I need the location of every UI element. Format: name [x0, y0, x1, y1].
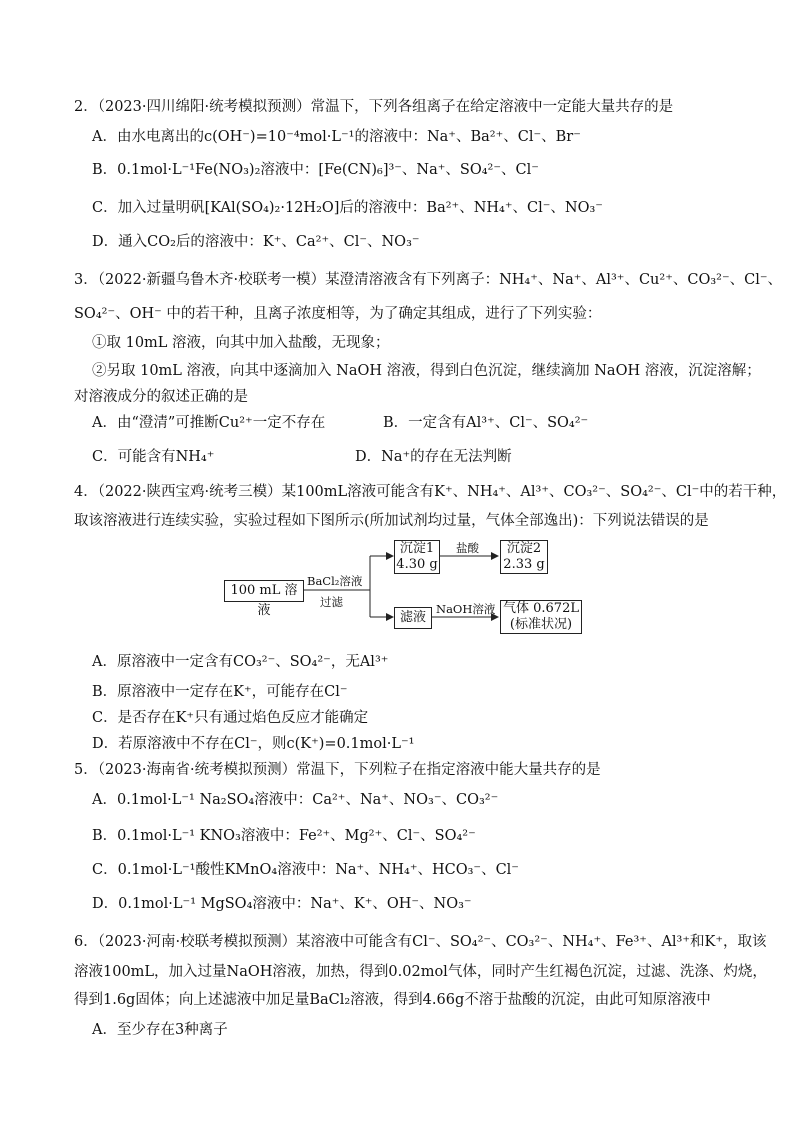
- q4-option-b: B．原溶液中一定存在K⁺，可能存在Cl⁻: [92, 684, 348, 700]
- q2-option-c: C．加入过量明矾[KAl(SO₄)₂·12H₂O]后的溶液中：Ba²⁺、NH₄⁺、Cl⁻、NO₃⁻: [92, 200, 603, 216]
- flow-gas-box: [500, 600, 582, 634]
- flow-reagent-naoh: NaOH溶液: [436, 602, 496, 616]
- flow-filtrate-box: 滤液: [394, 607, 432, 629]
- gas-volume: 气体 0.672L: [503, 601, 579, 616]
- q6-stem-line1: 6．（2023·河南·校联考模拟预测）某溶液中可能含有Cl⁻、SO₄²⁻、CO₃²⁻、NH₄⁺、Fe³⁺、Al³⁺和K⁺，取该: [74, 934, 767, 950]
- gas-condition: (标准状况): [509, 617, 573, 632]
- q3-stem-line3: 对溶液成分的叙述正确的是: [74, 389, 248, 405]
- q6-option-a: A．至少存在3种离子: [92, 1022, 228, 1038]
- q3-step2: ②另取 10mL 溶液，向其中逐滴加入 NaOH 溶液，得到白色沉淀，继续滴加 NaOH 溶液，沉淀溶解；: [92, 363, 761, 379]
- ppt2-name: 沉淀2: [506, 541, 542, 556]
- q5-option-d: D．0.1mol·L⁻¹ MgSO₄溶液中：Na⁺、K⁺、OH⁻、NO₃⁻: [92, 896, 472, 912]
- q5-option-b: B．0.1mol·L⁻¹ KNO₃溶液中：Fe²⁺、Mg²⁺、Cl⁻、SO₄²⁻: [92, 828, 476, 844]
- q6-stem-line2: 溶液100mL，加入过量NaOH溶液，加热，得到0.02mol气体，同时产生红褐色沉淀，过滤、洗涤、灼烧，: [74, 964, 767, 980]
- q3-stem-line1: 3．（2022·新疆乌鲁木齐·校联考一模）某澄清溶液含有下列离子：NH₄⁺、Na⁺、Al³⁺、Cu²⁺、CO₃²⁻、Cl⁻、: [74, 272, 782, 288]
- flow-reagent-hcl: 盐酸: [456, 541, 479, 555]
- q4-option-a: A．原溶液中一定含有CO₃²⁻、SO₄²⁻，无Al³⁺: [92, 654, 389, 670]
- ppt1-name: 沉淀1: [399, 541, 435, 556]
- q5-stem: 5．（2023·海南省·统考模拟预测）常温下，下列粒子在指定溶液中能大量共存的是: [74, 762, 601, 778]
- flow-reagent-bacl2: BaCl₂溶液: [307, 574, 363, 588]
- q5-option-a: A．0.1mol·L⁻¹ Na₂SO₄溶液中：Ca²⁺、Na⁺、NO₃⁻、CO₃²⁻: [92, 792, 499, 808]
- q4-stem-line1: 4．（2022·陕西宝鸡·统考三模）某100mL溶液可能含有K⁺、NH₄⁺、Al³⁺、CO₃²⁻、SO₄²⁻、Cl⁻中的若干种，: [74, 484, 787, 500]
- q5-option-c: C．0.1mol·L⁻¹酸性KMnO₄溶液中：Na⁺、NH₄⁺、HCO₃⁻、Cl⁻: [92, 862, 519, 878]
- flow-precipitate1-box: [394, 540, 440, 574]
- q3-option-d: D．Na⁺的存在无法判断: [355, 449, 512, 465]
- q3-option-c: C．可能含有NH₄⁺: [92, 449, 215, 465]
- ppt1-mass: 4.30 g: [396, 557, 438, 572]
- q3-option-a: A．由“澄清”可推断Cu²⁺一定不存在: [92, 415, 326, 431]
- q4-option-d: D．若原溶液中不存在Cl⁻，则c(K⁺)=0.1mol·L⁻¹: [92, 736, 415, 752]
- q3-option-b: B．一定含有Al³⁺、Cl⁻、SO₄²⁻: [383, 415, 589, 431]
- q2-option-b: B．0.1mol·L⁻¹Fe(NO₃)₂溶液中：[Fe(CN)₆]³⁻、Na⁺、SO₄²⁻、Cl⁻: [92, 162, 539, 178]
- q2-option-d: D．通入CO₂后的溶液中：K⁺、Ca²⁺、Cl⁻、NO₃⁻: [92, 234, 420, 250]
- q2-option-a: A．由水电离出的c(OH⁻)=10⁻⁴mol·L⁻¹的溶液中：Na⁺、Ba²⁺、Cl⁻、Br⁻: [92, 129, 581, 145]
- flow-precipitate2-box: [500, 540, 548, 574]
- flow-start-box: 100 mL 溶液: [224, 580, 304, 602]
- q2-stem: 2．（2023·四川绵阳·统考模拟预测）常温下，下列各组离子在给定溶液中一定能大量共存的是: [74, 99, 674, 115]
- q3-stem-line2: SO₄²⁻、OH⁻ 中的若干种，且离子浓度相等，为了确定其组成，进行了下列实验：: [74, 306, 602, 322]
- q4-stem-line2: 取该溶液进行连续实验，实验过程如下图所示(所加试剂均过量，气体全部逸出)：下列说法错误的是: [74, 513, 709, 529]
- q6-stem-line3: 得到1.6g固体；向上述滤液中加足量BaCl₂溶液，得到4.66g不溶于盐酸的沉淀，由此可知原溶液中: [74, 992, 711, 1008]
- q4-option-c: C．是否存在K⁺只有通过焰色反应才能确定: [92, 710, 369, 726]
- ppt2-mass: 2.33 g: [503, 557, 545, 572]
- flow-operation-filter: 过滤: [320, 595, 343, 609]
- q3-step1: ①取 10mL 溶液，向其中加入盐酸，无现象；: [92, 335, 390, 351]
